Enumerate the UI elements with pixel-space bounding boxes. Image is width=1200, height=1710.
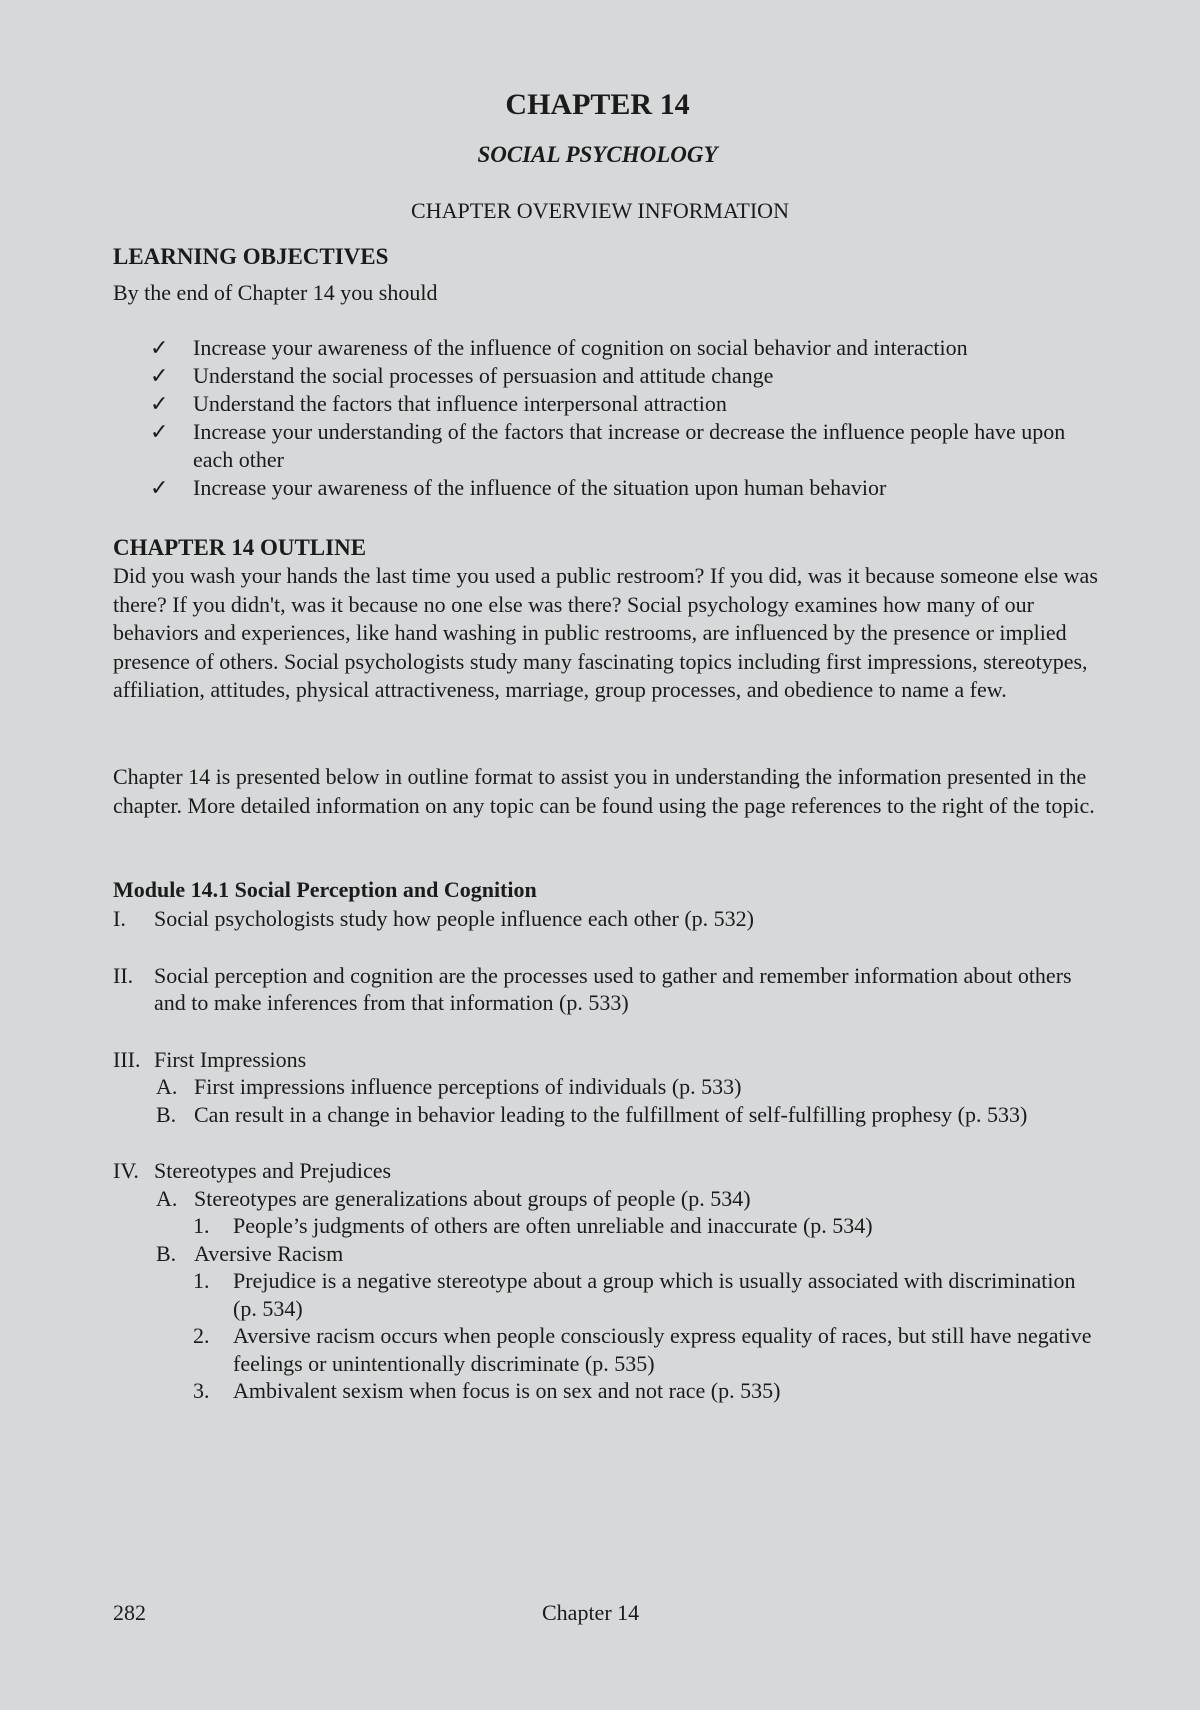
outline-item [113,1101,1098,1129]
list-item [150,390,1090,418]
outline-marker: A. [156,1074,178,1099]
list-item [150,362,1090,390]
outline-marker: 1. [193,1213,210,1238]
checkmark-icon: ✓ [150,391,169,416]
list-item [150,334,1090,362]
objective-text: Increase your awareness of the influence of the situation upon human behavior [193,475,887,500]
outline-text: Can result in a change in behavior leading to the fulfillment of self-fulfilling prophesy (p. 533) [194,1101,1028,1127]
outline-item [113,1377,1098,1405]
module-heading: Module 14.1 Social Perception and Cognition [113,877,537,902]
outline-text: Stereotypes and Prejudices [154,1158,392,1183]
outline-paragraph-2: Chapter 14 is presented below in outline format to assist you in understanding the information presented in the chapter. More detailed information on any topic can be found using the page references to the right of the topic. [113,764,1095,818]
checkmark-icon: ✓ [150,363,169,388]
outline-marker: A. [156,1185,178,1211]
outline-item [113,1185,1098,1213]
page-number: 282 [113,1600,146,1625]
objective-text: Understand the social processes of persuasion and attitude change [193,363,774,388]
outline-item [113,1157,1098,1185]
outline-text: People’s judgments of others are often unreliable and inaccurate (p. 534) [233,1213,873,1238]
outline-item [113,1267,1098,1322]
outline-marker: II. [113,962,134,988]
outline-item [113,1212,1098,1240]
outline-text: Ambivalent sexism when focus is on sex and not race (p. 535) [233,1378,781,1403]
list-item [150,418,1090,474]
outline-marker: B. [156,1240,177,1266]
outline-text: First Impressions [154,1046,307,1072]
outline-item [113,1073,1098,1101]
outline-item [113,1322,1098,1377]
outline-text: Aversive racism occurs when people consciously express equality of races, but still have negative feelings or unintentionally discriminate (p. 535) [233,1323,1092,1376]
overview-label: CHAPTER OVERVIEW INFORMATION [411,198,789,223]
checkmark-icon: ✓ [150,419,169,444]
outline-text: Stereotypes are generalizations about groups of people (p. 534) [194,1185,751,1211]
outline-marker: 3. [193,1378,210,1403]
outline-marker: 1. [193,1268,210,1293]
outline-item [113,905,1098,933]
learning-objectives-heading: LEARNING OBJECTIVES [113,244,389,269]
objective-text: Understand the factors that influence interpersonal attraction [193,391,727,416]
outline-text: Social psychologists study how people influence each other (p. 532) [154,906,754,931]
outline-item [113,1240,1098,1268]
chapter-subtitle: SOCIAL PSYCHOLOGY [477,142,718,167]
outline-marker: B. [156,1101,177,1127]
objective-text: Increase your understanding of the factors that increase or decrease the influence people have upon each other [193,419,1066,472]
learning-objectives-list [150,334,1090,502]
checkmark-icon: ✓ [150,475,169,500]
outline-paragraph-1: Did you wash your hands the last time you used a public restroom? If you did, was it because someone else was there? If you didn't, was it because no one else was there? Social psychology examines how many of our behaviors and experiences, like hand washing in public restrooms, are influenced by the presence or implied presence of others. Social psychologists study many fascinating topics including first impressions, stereotypes, affiliation, attitudes, physical attractiveness, marriage, group processes, and obedience to name a few. [113,563,1098,702]
outline-text: Social perception and cognition are the processes used to gather and remember information about others and to make inferences from that information (p. 533) [154,962,1072,1015]
outline-text: Aversive Racism [194,1240,344,1266]
outline-marker: I. [113,906,126,931]
list-item [150,474,1090,502]
outline-item [113,962,1098,1017]
outline-heading: CHAPTER 14 OUTLINE [113,535,367,560]
outline-marker: IV. [113,1158,139,1183]
outline-text: First impressions influence perceptions of individuals (p. 533) [194,1074,742,1099]
outline-item [113,1046,1098,1074]
outline-marker: III. [113,1046,141,1072]
outline-text: Prejudice is a negative stereotype about a group which is usually associated with discrimination (p. 534) [233,1268,1076,1321]
learning-objectives-intro: By the end of Chapter 14 you should [113,280,438,305]
checkmark-icon: ✓ [150,335,169,360]
module-outline [113,905,1098,1405]
objective-text: Increase your awareness of the influence of cognition on social behavior and interaction [193,335,968,360]
running-title: Chapter 14 [542,1600,640,1625]
chapter-title: CHAPTER 14 [505,88,690,121]
outline-marker: 2. [193,1323,210,1348]
